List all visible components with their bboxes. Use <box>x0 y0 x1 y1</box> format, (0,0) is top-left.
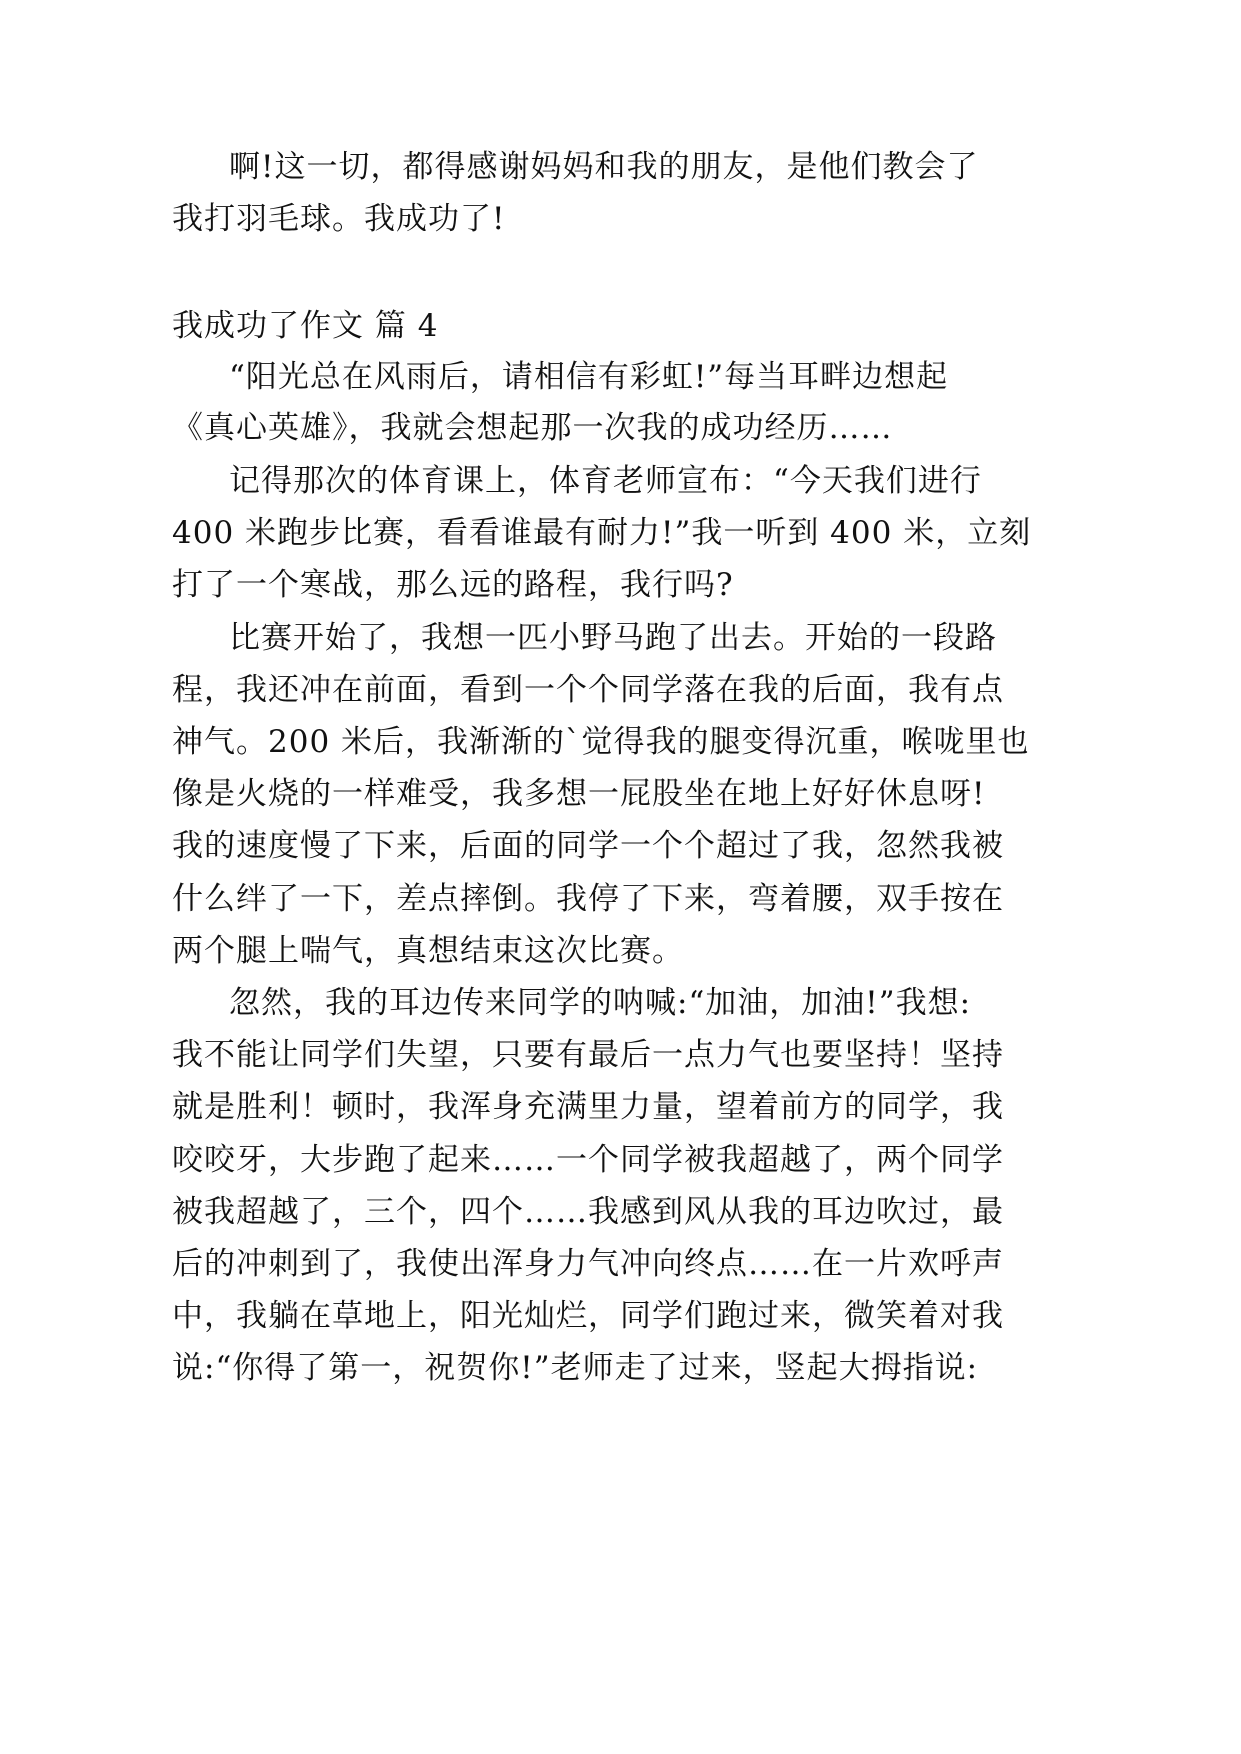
text-line: 忽然，我的耳边传来同学的呐喊:“加油，加油!”我想: <box>229 985 972 1021</box>
text-line: 神气。200 米后，我渐渐的`觉得我的腿变得沉重，喉咙里也 <box>172 724 1030 760</box>
text-line: 中，我躺在草地上，阳光灿烂，同学们跑过来，微笑着对我 <box>172 1298 1004 1334</box>
text-line: 《真心英雄》，我就会想起那一次我的成功经历…… <box>172 410 893 446</box>
text-line: 咬咬牙，大步跑了起来……一个同学被我超越了，两个同学 <box>172 1142 1004 1178</box>
section-heading: 我成功了作文 篇 4 <box>172 308 439 344</box>
text-line: 什么绊了一下，差点摔倒。我停了下来，弯着腰，双手按在 <box>172 881 1004 917</box>
text-line: 说:“你得了第一，祝贺你!”老师走了过来，竖起大拇指说: <box>172 1350 979 1386</box>
text-line: 比赛开始了，我想一匹小野马跑了出去。开始的一段路 <box>229 620 997 656</box>
text-line: 我打羽毛球。我成功了! <box>172 201 506 237</box>
text-line: “阳光总在风雨后，请相信有彩虹!”每当耳畔边想起 <box>229 359 949 395</box>
text-line: 两个腿上喘气，真想结束这次比赛。 <box>172 933 684 969</box>
text-line: 400 米跑步比赛，看看谁最有耐力!”我一听到 400 米，立刻 <box>172 515 1032 551</box>
text-line: 后的冲刺到了，我使出浑身力气冲向终点……在一片欢呼声 <box>172 1246 1004 1282</box>
text-line: 打了一个寒战，那么远的路程，我行吗? <box>172 567 734 603</box>
text-line: 程，我还冲在前面，看到一个个同学落在我的后面，我有点 <box>172 672 1004 708</box>
text-line: 我不能让同学们失望，只要有最后一点力气也要坚持！坚持 <box>172 1037 1004 1073</box>
text-line: 啊!这一切，都得感谢妈妈和我的朋友，是他们教会了 <box>229 149 979 185</box>
text-line: 记得那次的体育课上，体育老师宣布：“今天我们进行 <box>229 463 982 499</box>
text-line: 被我超越了，三个，四个……我感到风从我的耳边吹过，最 <box>172 1194 1004 1230</box>
text-line: 我的速度慢了下来，后面的同学一个个超过了我，忽然我被 <box>172 828 1004 864</box>
text-line: 就是胜利！顿时，我浑身充满里力量，望着前方的同学，我 <box>172 1089 1004 1125</box>
text-line: 像是火烧的一样难受，我多想一屁股坐在地上好好休息呀! <box>172 776 986 812</box>
